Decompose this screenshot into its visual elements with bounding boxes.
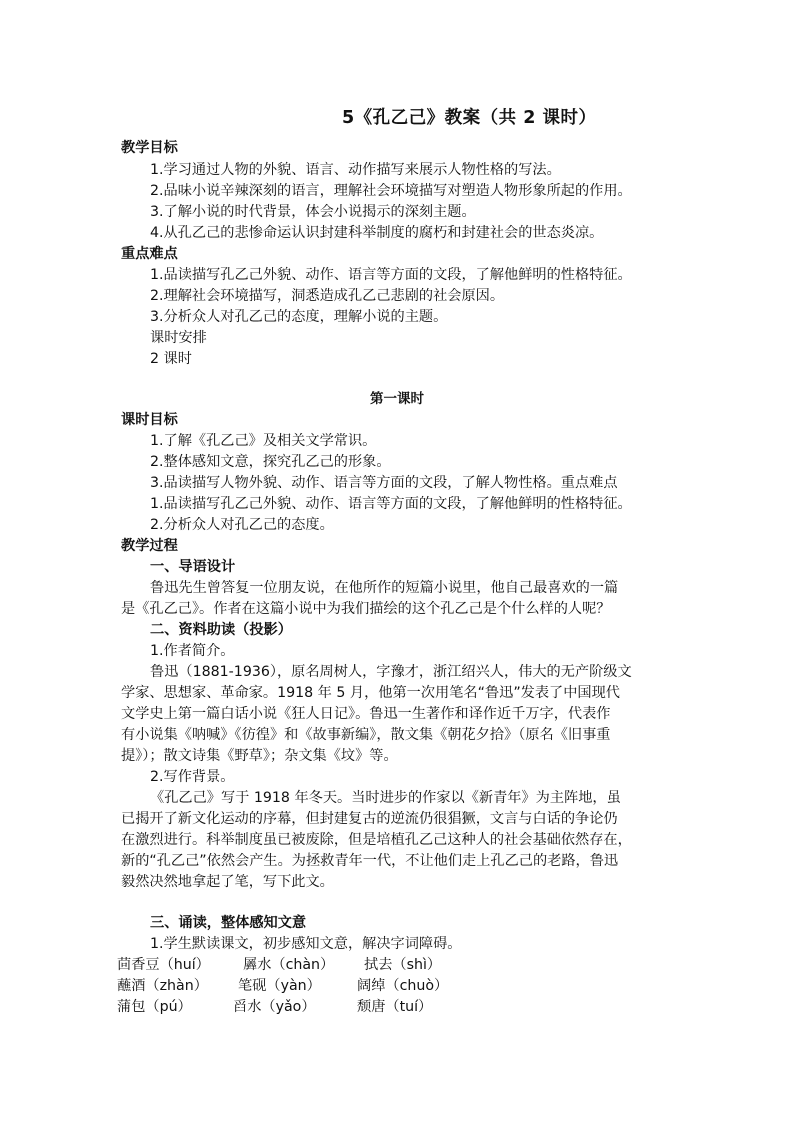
part3-heading: 三、诵读，整体感知文意 bbox=[150, 915, 307, 931]
schedule-label: 课时安排 bbox=[150, 330, 207, 346]
objective-item: 3.了解小说的时代背景，体会小说揭示的深刻主题。 bbox=[150, 204, 476, 220]
page-title: 5《孔乙己》教案（共 2 课时） bbox=[342, 108, 597, 128]
pronunciation-entry: 拭去（shì） bbox=[364, 957, 442, 973]
paragraph-line: 鲁迅（1881-1936），原名周树人，字豫才，浙江绍兴人，伟大的无产阶级文 bbox=[150, 664, 632, 680]
objective-item: 4.从孔乙己的悲惨命运认识封建科举制度的腐朽和封建社会的世态炎凉。 bbox=[150, 225, 604, 241]
paragraph-line: 《孔乙己》写于 1918 年冬天。当时进步的作家以《新青年》为主阵地，虽 bbox=[150, 790, 621, 806]
lesson-goal-item: 1.品读描写孔乙己外貌、动作、语言等方面的文段，了解他鲜明的性格特征。 bbox=[150, 496, 632, 512]
lesson-goal-item: 2.分析众人对孔乙己的态度。 bbox=[150, 517, 334, 533]
lesson-goal-item: 1.了解《孔乙己》及相关文学常识。 bbox=[150, 433, 377, 449]
paragraph-line: 是《孔乙己》。作者在这篇小说中为我们描绘的这个孔乙己是个什么样的人呢？ bbox=[121, 601, 611, 617]
part3-item: 1.学生默读课文，初步感知文意，解决字词障碍。 bbox=[150, 936, 462, 952]
pronunciation-entry: 蒲包（pú） bbox=[117, 999, 192, 1015]
pronunciation-entry: 茴香豆（huí） bbox=[117, 957, 210, 973]
process-heading: 教学过程 bbox=[121, 538, 178, 554]
paragraph-line: 提》）；散文诗集《野草》；杂文集《坟》等。 bbox=[121, 748, 398, 764]
paragraph-line: 毅然决然地拿起了笔，写下此文。 bbox=[121, 874, 334, 890]
keypoint-item: 3.分析众人对孔乙己的态度，理解小说的主题。 bbox=[150, 309, 448, 325]
pronunciation-entry: 舀水（yǎo） bbox=[233, 999, 316, 1015]
keypoint-item: 2.理解社会环境描写，洞悉造成孔乙己悲剧的社会原因。 bbox=[150, 288, 505, 304]
paragraph-line: 已揭开了新文化运动的序幕，但封建复古的逆流仍很猖獗，文言与白话的争论仍 bbox=[121, 811, 618, 827]
pronunciation-entry: 蘸酒（zhàn） bbox=[117, 978, 208, 994]
part1-heading: 一、导语设计 bbox=[150, 559, 236, 575]
paragraph-line: 有小说集《呐喊》《彷徨》和《故事新编》，散文集《朝花夕拾》（原名《旧事重 bbox=[121, 727, 611, 743]
pronunciation-entry: 羼水（chàn） bbox=[243, 957, 335, 973]
paragraph-line: 文学史上第一篇白话小说《狂人日记》。鲁迅一生著作和译作近千万字，代表作 bbox=[121, 706, 611, 722]
objective-item: 1.学习通过人物的外貌、语言、动作描写来展示人物性格的写法。 bbox=[150, 162, 561, 178]
author-label: 1.作者简介。 bbox=[150, 643, 235, 659]
paragraph-line: 在激烈进行。科举制度虽已被废除，但是培植孔乙己这种人的社会基础依然存在， bbox=[121, 832, 632, 848]
lesson1-heading: 第一课时 bbox=[370, 391, 424, 407]
lesson-goal-item: 2.整体感知文意，探究孔乙己的形象。 bbox=[150, 454, 391, 470]
objective-item: 2.品味小说辛辣深刻的语言，理解社会环境描写对塑造人物形象所起的作用。 bbox=[150, 183, 632, 199]
pronunciation-entry: 颓唐（tuí） bbox=[357, 999, 433, 1015]
paragraph-line: 学家、思想家、革命家。1918 年 5 月，他第一次用笔名“鲁迅”发表了中国现代 bbox=[121, 685, 620, 701]
paragraph-line: 新的“孔乙己”依然会产生。为拯救青年一代，不让他们走上孔乙己的老路，鲁迅 bbox=[121, 853, 619, 869]
keypoint-item: 1.品读描写孔乙己外貌、动作、语言等方面的文段，了解他鲜明的性格特征。 bbox=[150, 267, 632, 283]
lesson-goal-item: 3.品读描写人物外貌、动作、语言等方面的文段，了解人物性格。重点难点 bbox=[150, 475, 618, 491]
pronunciation-entry: 阔绰（chuò） bbox=[357, 978, 449, 994]
objectives-heading: 教学目标 bbox=[121, 140, 178, 156]
lesson-goals-heading: 课时目标 bbox=[121, 412, 178, 428]
paragraph-line: 鲁迅先生曾答复一位朋友说，在他所作的短篇小说里，他自己最喜欢的一篇 bbox=[150, 580, 619, 596]
background-label: 2.写作背景。 bbox=[150, 769, 235, 785]
schedule-value: 2 课时 bbox=[150, 351, 192, 367]
pronunciation-entry: 笔砚（yàn） bbox=[238, 978, 321, 994]
part2-heading: 二、资料助读（投影） bbox=[150, 622, 292, 638]
keypoints-heading: 重点难点 bbox=[121, 246, 178, 262]
